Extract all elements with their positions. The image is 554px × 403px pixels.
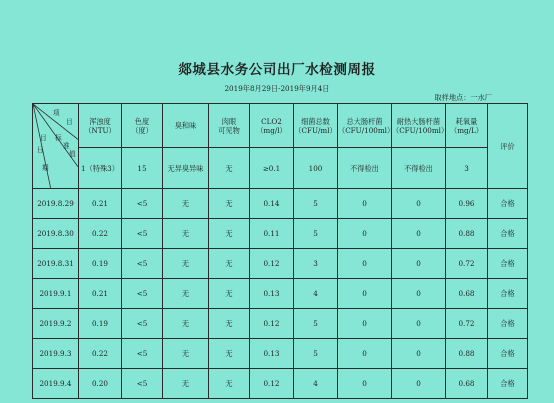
cell: 4 (294, 279, 338, 309)
col-header: CLO2 （mg/l） (250, 104, 294, 148)
table-row (33, 339, 528, 369)
cell: 无 (163, 189, 209, 219)
standard-value: 15 (122, 148, 163, 189)
row-date: 2019.9.1 (33, 279, 79, 309)
sampling-location: 取样地点：一水厂 (434, 93, 492, 102)
cell: 0.72 (446, 309, 488, 339)
cell: 0.21 (79, 189, 122, 219)
row-eval: 合格 (488, 279, 528, 309)
cell: 无 (209, 309, 250, 339)
cell: 0.22 (79, 339, 122, 369)
corner-label: 期 (42, 164, 49, 172)
cell: <5 (122, 189, 163, 219)
table-row (33, 249, 528, 279)
date-range: 2019年8月29日-2019年9月4日 (224, 84, 330, 93)
cell: 0.12 (250, 249, 294, 279)
cell: 0.68 (446, 369, 488, 399)
cell: 0 (392, 339, 446, 369)
cell: 0 (392, 279, 446, 309)
col-header: 耐热大肠杆菌 （CFU/100ml） (392, 104, 446, 148)
cell: 0 (338, 309, 392, 339)
col-header: 细菌总数 （CFU/ml） (294, 104, 338, 148)
standard-value: 3 (446, 148, 488, 189)
standard-value: 100 (294, 148, 338, 189)
corner-label: 项 (53, 109, 60, 117)
cell: 5 (294, 309, 338, 339)
cell: 0.68 (446, 279, 488, 309)
cell: 0.88 (446, 219, 488, 249)
cell: 0.19 (79, 249, 122, 279)
col-header: 耗氧量 （mg/L） (446, 104, 488, 148)
cell: 0 (338, 339, 392, 369)
cell: 0.88 (446, 339, 488, 369)
cell: 无 (209, 369, 250, 399)
row-eval: 合格 (488, 249, 528, 279)
table-row (33, 279, 528, 309)
cell: 0 (338, 279, 392, 309)
standard-value: 无异臭异味 (163, 148, 209, 189)
standard-value: 不得检出 (392, 148, 446, 189)
cell: 3 (294, 249, 338, 279)
cell: 0.11 (250, 219, 294, 249)
cell: 无 (209, 219, 250, 249)
corner-label: 目 (66, 118, 73, 126)
corner-label: 标 (55, 134, 62, 142)
cell: 无 (163, 339, 209, 369)
row-eval: 合格 (488, 219, 528, 249)
cell: 0.20 (79, 369, 122, 399)
cell: <5 (122, 309, 163, 339)
col-header: 臭和味 (163, 104, 209, 148)
cell: 0 (338, 369, 392, 399)
row-date: 2019.9.2 (33, 309, 79, 339)
row-date: 2019.9.4 (33, 369, 79, 399)
cell: 0.22 (79, 219, 122, 249)
corner-label: 准 (63, 142, 70, 150)
standard-value: 1（特殊3） (79, 148, 122, 189)
cell: 0.72 (446, 249, 488, 279)
cell: 5 (294, 189, 338, 219)
cell: 0.19 (79, 309, 122, 339)
cell: 无 (209, 249, 250, 279)
cell: 无 (163, 249, 209, 279)
cell: 无 (163, 369, 209, 399)
col-header: 总大肠杆菌 （CFU/100ml） (338, 104, 392, 148)
cell: 0.13 (250, 339, 294, 369)
col-header: 肉眼 可见物 (209, 104, 250, 148)
cell: 无 (209, 279, 250, 309)
standard-value: 不得检出 (338, 148, 392, 189)
report-title: 郯城县水务公司出厂水检测周报 (178, 62, 376, 78)
cell: 0.12 (250, 369, 294, 399)
cell: 0 (392, 249, 446, 279)
water-quality-table (32, 103, 528, 399)
cell: 0 (392, 189, 446, 219)
cell: 0 (392, 219, 446, 249)
cell: 0 (338, 189, 392, 219)
corner-header-cell (33, 104, 79, 189)
cell: 0.14 (250, 189, 294, 219)
cell: <5 (122, 369, 163, 399)
table-row (33, 189, 528, 219)
cell: 4 (294, 369, 338, 399)
corner-label: 值 (69, 150, 76, 158)
col-header: 色度 （度） (122, 104, 163, 148)
cell: 0 (392, 309, 446, 339)
cell: 5 (294, 219, 338, 249)
cell: <5 (122, 339, 163, 369)
row-eval: 合格 (488, 339, 528, 369)
row-date: 2019.8.30 (33, 219, 79, 249)
cell: <5 (122, 249, 163, 279)
row-eval: 合格 (488, 189, 528, 219)
corner-label: 目 (40, 134, 47, 142)
col-header: 浑浊度 （NTU） (79, 104, 122, 148)
row-eval: 合格 (488, 309, 528, 339)
standard-value: ≥0.1 (250, 148, 294, 189)
cell: 无 (163, 279, 209, 309)
cell: <5 (122, 219, 163, 249)
cell: 无 (163, 309, 209, 339)
row-date: 2019.9.3 (33, 339, 79, 369)
cell: 无 (209, 339, 250, 369)
row-date: 2019.8.31 (33, 249, 79, 279)
row-eval: 合格 (488, 369, 528, 399)
cell: 5 (294, 339, 338, 369)
corner-label: 日 (37, 146, 44, 154)
cell: 0.13 (250, 279, 294, 309)
cell: 0 (338, 249, 392, 279)
table-row (33, 369, 528, 399)
cell: 0 (338, 219, 392, 249)
cell: 无 (163, 219, 209, 249)
cell: 0.21 (79, 279, 122, 309)
standard-value: 无 (209, 148, 250, 189)
table-row (33, 309, 528, 339)
cell: 0.96 (446, 189, 488, 219)
table-row (33, 219, 528, 249)
cell: 0.12 (250, 309, 294, 339)
cell: 无 (209, 189, 250, 219)
eval-header: 评价 (488, 104, 528, 189)
row-date: 2019.8.29 (33, 189, 79, 219)
cell: 0 (392, 369, 446, 399)
cell: <5 (122, 279, 163, 309)
